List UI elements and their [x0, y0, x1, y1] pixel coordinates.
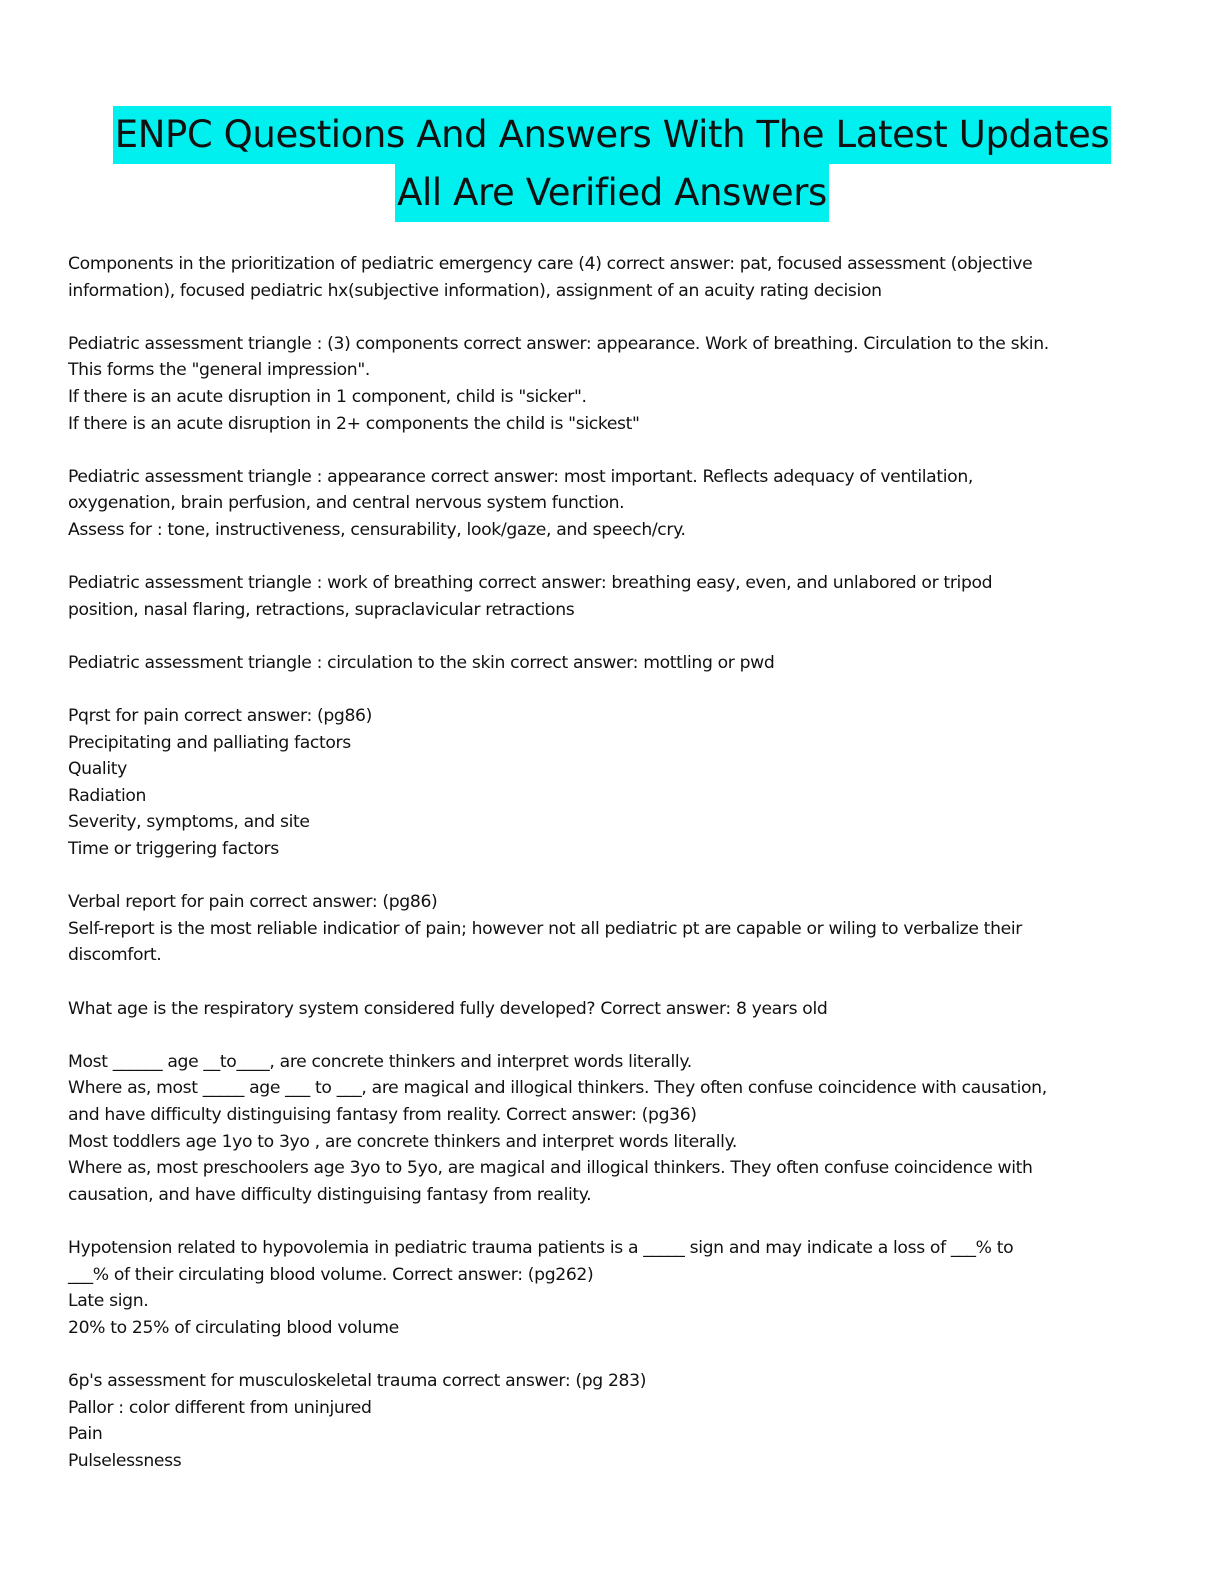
qa-entry	[68, 996, 1158, 1023]
qa-entry	[68, 650, 1158, 677]
document-title	[40, 106, 1184, 222]
document-body	[68, 251, 1158, 1501]
qa-entry	[68, 703, 1158, 863]
text-line: Where as, most _____ age ___ to ___, are magical and illogical thinkers. They often confuse coincidence with causation,	[68, 1078, 1047, 1099]
text-line: 6p's assessment for musculoskeletal trauma correct answer: (pg 283)	[68, 1370, 647, 1391]
text-line: Pediatric assessment triangle : circulation to the skin correct answer: mottling or pwd	[68, 652, 775, 673]
text-line: What age is the respiratory system considered fully developed? Correct answer: 8 years old	[68, 998, 828, 1019]
text-line: Severity, symptoms, and site	[68, 812, 310, 833]
text-line: This forms the "general impression".	[68, 360, 370, 381]
qa-entry	[68, 251, 1158, 304]
text-line: Most ______ age __to____, are concrete thinkers and interpret words literally.	[68, 1051, 692, 1072]
title-line-2: All Are Verified Answers	[395, 164, 829, 222]
qa-entry	[68, 889, 1158, 969]
text-line: information), focused pediatric hx(subjective information), assignment of an acuity rating decision	[68, 280, 882, 301]
qa-entry	[68, 1235, 1158, 1341]
title-line-1: ENPC Questions And Answers With The Latest Updates	[113, 106, 1112, 164]
text-line: position, nasal flaring, retractions, supraclavicular retractions	[68, 599, 575, 620]
text-line: Most toddlers age 1yo to 3yo , are concrete thinkers and interpret words literally.	[68, 1131, 738, 1152]
text-line: and have difficulty distinguising fantasy from reality. Correct answer: (pg36)	[68, 1105, 697, 1125]
text-line: Components in the prioritization of pediatric emergency care (4) correct answer: pat, focused assessment (objective	[68, 254, 1033, 274]
text-line: Pain	[68, 1424, 103, 1445]
text-line: Pallor : color different from uninjured	[68, 1397, 372, 1418]
text-line: oxygenation, brain perfusion, and central nervous system function.	[68, 493, 625, 514]
text-line: Assess for : tone, instructiveness, censurability, look/gaze, and speech/cry.	[68, 519, 686, 540]
qa-entry	[68, 331, 1158, 437]
text-line: Hypotension related to hypovolemia in pediatric trauma patients is a _____ sign and may indicate a loss of ___% to	[68, 1237, 1014, 1258]
text-line: Precipitating and palliating factors	[68, 732, 351, 753]
text-line: Verbal report for pain correct answer: (pg86)	[68, 892, 438, 913]
text-line: Radiation	[68, 785, 147, 806]
text-line: Late sign.	[68, 1291, 149, 1312]
text-line: Pulselessness	[68, 1450, 182, 1471]
qa-entry	[68, 1368, 1158, 1474]
text-line: Pqrst for pain correct answer: (pg86)	[68, 706, 372, 727]
qa-entry	[68, 570, 1158, 623]
qa-entry	[68, 464, 1158, 544]
text-line: Time or triggering factors	[68, 839, 279, 860]
text-line: Pediatric assessment triangle : appearance correct answer: most important. Reflects adequacy of ventilation,	[68, 466, 973, 487]
text-line: If there is an acute disruption in 2+ components the child is "sickest"	[68, 413, 640, 434]
text-line: causation, and have difficulty distinguising fantasy from reality.	[68, 1184, 592, 1205]
text-line: If there is an acute disruption in 1 component, child is "sicker".	[68, 386, 587, 407]
text-line: Quality	[68, 759, 127, 780]
text-line: 20% to 25% of circulating blood volume	[68, 1317, 399, 1338]
text-line: Self-report is the most reliable indicatior of pain; however not all pediatric pt are capable or wiling to verbalize their	[68, 918, 1022, 939]
text-line: Pediatric assessment triangle : work of breathing correct answer: breathing easy, even, and unlabored or tripod	[68, 573, 993, 594]
text-line: Pediatric assessment triangle : (3) components correct answer: appearance. Work of breathing. Circulation to the skin.	[68, 333, 1049, 354]
qa-entry	[68, 1049, 1158, 1209]
text-line: ___% of their circulating blood volume. Correct answer: (pg262)	[68, 1264, 594, 1285]
text-line: discomfort.	[68, 945, 162, 966]
text-line: Where as, most preschoolers age 3yo to 5yo, are magical and illogical thinkers. They often confuse coincidence with	[68, 1158, 1033, 1179]
